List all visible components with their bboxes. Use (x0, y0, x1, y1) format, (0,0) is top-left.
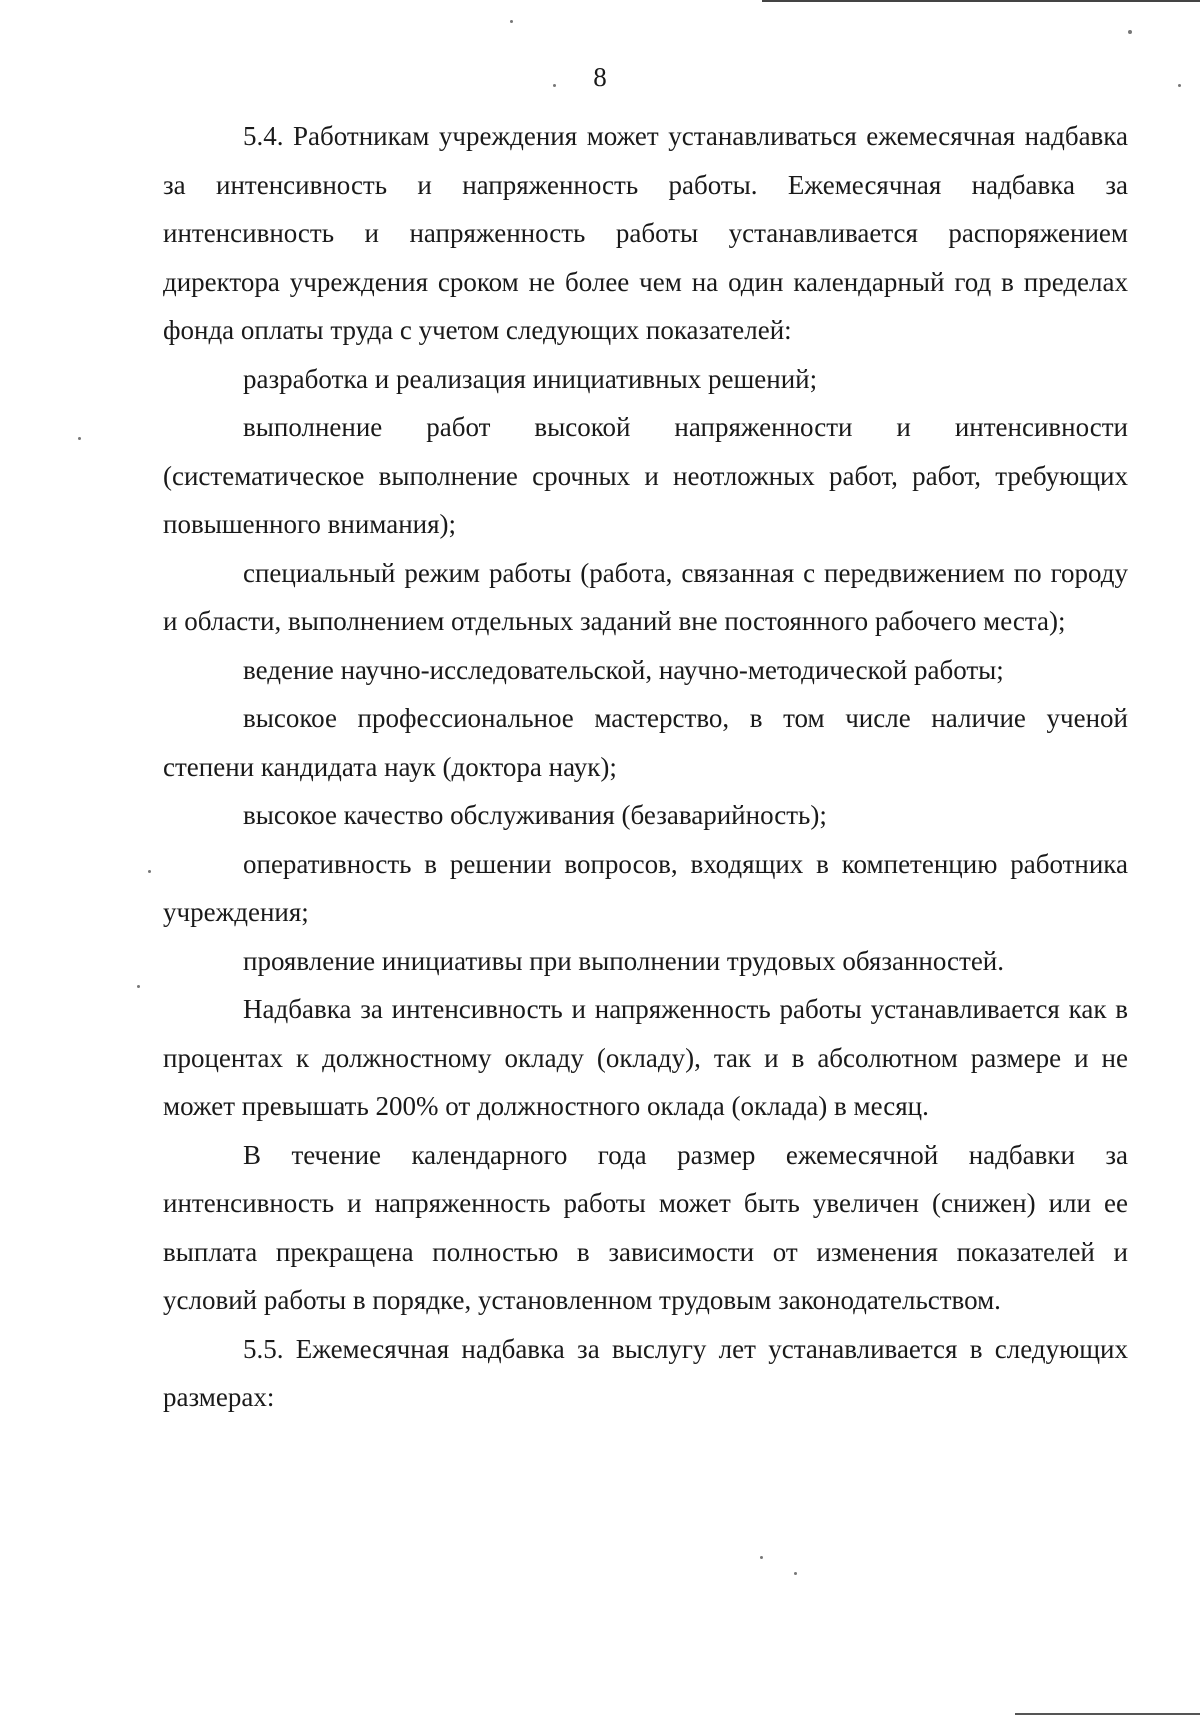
scan-speck (510, 20, 513, 23)
scan-speck (78, 437, 81, 440)
scan-speck (1128, 30, 1132, 34)
criterion-professional-mastery: высокое профессиональное мастерство, в том числе наличие ученой степени кандидата наук (доктора наук); (163, 703, 1128, 782)
criterion-research-work: ведение научно-исследовательской, научно-методической работы; (243, 654, 1004, 685)
paragraph-5-5-intro: 5.5. Ежемесячная надбавка за выслугу лет устанавливается в следующих размерах: (163, 1333, 1128, 1412)
scan-speck (794, 1572, 797, 1575)
scan-speck (760, 1556, 763, 1559)
scan-speck (148, 870, 151, 873)
criterion-service-quality: высокое качество обслуживания (безаварийность); (243, 800, 827, 830)
scan-top-rule (762, 0, 1200, 2)
scan-bottom-rule (1015, 1713, 1200, 1715)
page-number: 8 (593, 62, 607, 92)
document-body (163, 112, 1128, 1422)
scan-speck (137, 985, 140, 988)
paragraph-allowance-change: В течение календарного года размер ежемесячной надбавки за интенсивность и напряженность работы может быть увеличен (снижен) или ее выплата прекращена полностью в зависимости от изменения показателей и условий работы в порядке, установленном трудовым законодательством. (163, 1139, 1128, 1315)
paragraph-5-4-intro: 5.4. Работникам учреждения может устанавливаться ежемесячная надбавка за интенсивность и напряженность работы. Ежемесячная надбавка за интенсивность и напряженность работы устанавливается распоряжением директора учреждения сроком не более чем на один календарный год в пределах фонда оплаты труда с учетом следующих показателей: (163, 121, 1128, 345)
criterion-initiative: проявление инициативы при выполнении трудовых обязанностей. (243, 945, 1005, 976)
criterion-high-intensity-work: выполнение работ высокой напряженности и интенсивности (систематическое выполнение срочных и неотложных работ, работ, требующих повышенного внимания); (163, 412, 1128, 539)
paragraph-allowance-limit: Надбавка за интенсивность и напряженность работы устанавливается как в процентах к должностному окладу (окладу), так и в абсолютном размере и не может превышать 200% от должностного оклада (оклада) в месяц. (163, 994, 1128, 1121)
criterion-initiative-solutions: разработка и реализация инициативных решений; (243, 363, 818, 394)
criterion-special-work-mode: специальный режим работы (работа, связанная с передвижением по городу и области, выполнением отдельных заданий вне постоянного рабочего места); (163, 557, 1128, 636)
criterion-efficiency: оперативность в решении вопросов, входящих в компетенцию работника учреждения; (163, 848, 1128, 927)
